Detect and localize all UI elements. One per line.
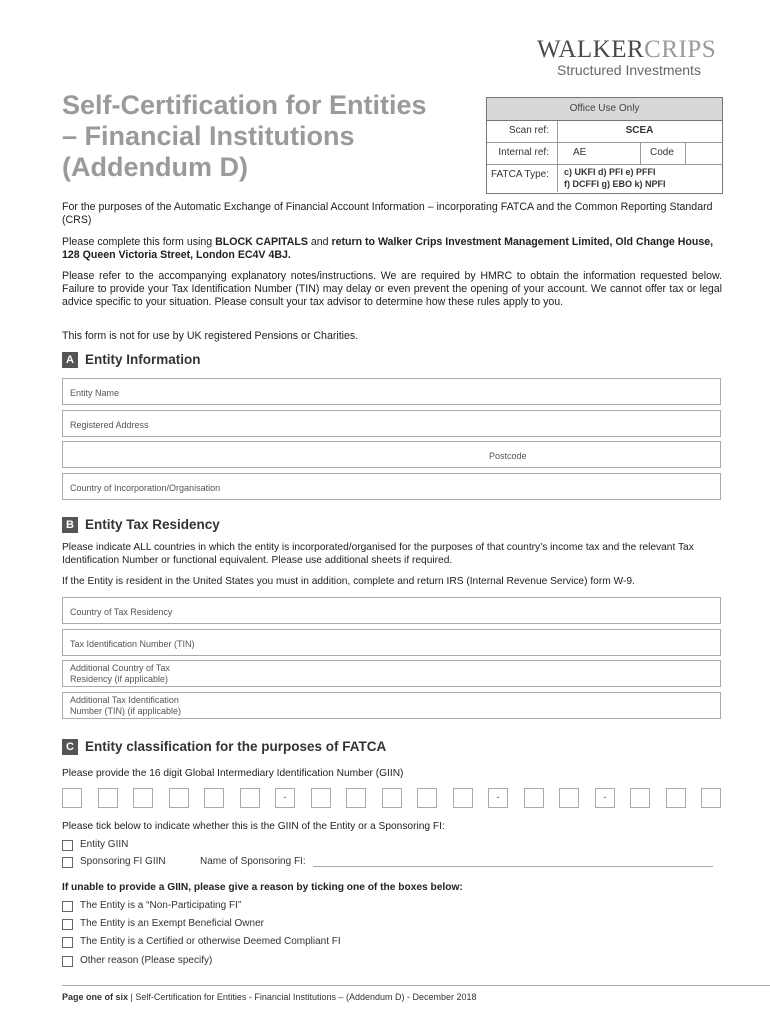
section-c-title: Entity classification for the purposes of FATCA [85, 739, 387, 754]
scan-ref-row [487, 121, 722, 143]
address-postcode-field[interactable] [62, 441, 721, 468]
giin-digit-box[interactable] [524, 788, 544, 808]
giin-digit-box[interactable] [417, 788, 437, 808]
sponsoring-giin-checkbox[interactable] [62, 857, 73, 868]
fatca-options-line-2: f) DCFFI g) EBO k) NPFI [564, 179, 666, 189]
code-label: Code [650, 147, 674, 158]
company-logo [537, 36, 716, 64]
additional-tin-field[interactable] [62, 692, 721, 719]
divider [557, 143, 558, 164]
giin-prompt: Please provide the 16 digit Global Intermediary Identification Number (GIIN) [62, 768, 404, 779]
registered-address-field[interactable] [62, 410, 721, 437]
entity-name-label: Entity Name [70, 388, 120, 398]
entity-name-field[interactable] [62, 378, 721, 405]
registered-address-label: Registered Address [70, 420, 149, 430]
postcode-label: Postcode [489, 451, 527, 461]
sponsoring-giin-label: Sponsoring FI GIIN [80, 856, 166, 867]
country-tax-residency-label: Country of Tax Residency [70, 607, 173, 617]
giin-digit-box[interactable] [701, 788, 721, 808]
reason-checkbox-exempt[interactable] [62, 919, 73, 930]
tick-prompt: Please tick below to indicate whether this is the GIIN of the Entity or a Sponsoring FI: [62, 821, 445, 832]
entity-giin-checkbox[interactable] [62, 840, 73, 851]
section-b-us-note: If the Entity is resident in the United States you must in addition, complete and return IRS (Internal Revenue Service) form W-9. [62, 576, 635, 587]
intro-exclusion: This form is not for use by UK registered Pensions or Charities. [62, 330, 359, 342]
entity-name-input[interactable] [213, 382, 717, 404]
title-line-1: Self-Certification for Entities [62, 90, 427, 120]
intro-block-capitals: BLOCK CAPITALS [215, 236, 308, 248]
tin-input[interactable] [223, 633, 717, 655]
office-use-header: Office Use Only [487, 98, 722, 121]
section-a-badge: A [62, 352, 78, 368]
reason-checkbox-non-participating[interactable] [62, 901, 73, 912]
giin-dash: - [496, 792, 500, 802]
giin-digit-box[interactable] [666, 788, 686, 808]
giin-digit-box[interactable] [559, 788, 579, 808]
giin-separator-box [595, 788, 615, 808]
reason-label-non-participating: The Entity is a “Non-Participating FI” [80, 900, 242, 911]
giin-digit-box[interactable] [311, 788, 331, 808]
giin-digit-box[interactable] [382, 788, 402, 808]
section-b-title: Entity Tax Residency [85, 517, 220, 532]
country-incorporation-input[interactable] [263, 477, 717, 499]
sponsoring-fi-name-label: Name of Sponsoring FI: [200, 856, 306, 867]
additional-tin-label: Additional Tax Identification Number (TIN) (if applicable) [70, 695, 182, 716]
postcode-input[interactable] [535, 445, 719, 467]
intro-instr-pre: Please complete this form using [62, 236, 216, 248]
fatca-type-row [487, 165, 722, 192]
tin-field[interactable] [62, 629, 721, 656]
intro-notes: Please refer to the accompanying explanatory notes/instructions. We are required by HMRC to obtain the information requested below. Failure to provide your Tax Identification Number (TIN) may delay or even prevent the opening of your account. We cannot offer tax or legal advice specific to your situation. Please consult your tax advisor to determine how these rules apply to you. [62, 270, 722, 308]
internal-ref-label: Internal ref: [498, 147, 549, 158]
country-tax-residency-input[interactable] [223, 601, 717, 623]
giin-digit-box[interactable] [453, 788, 473, 808]
divider [640, 143, 641, 164]
additional-country-input[interactable] [223, 664, 717, 686]
address-line-2-input[interactable] [67, 445, 481, 467]
giin-digit-box[interactable] [240, 788, 260, 808]
tin-label: Tax Identification Number (TIN) [70, 639, 195, 649]
scan-ref-label: Scan ref: [508, 125, 549, 136]
giin-dash: - [603, 792, 607, 802]
reason-checkbox-deemed-compliant[interactable] [62, 937, 73, 948]
giin-digit-box[interactable] [169, 788, 189, 808]
giin-digit-box[interactable] [98, 788, 118, 808]
section-b-instructions: Please indicate ALL countries in which the entity is incorporated/organised for the purposes of that country’s income tax and the relevant Tax Identification Number or functional equivalent. Please use additional sheets if required. [62, 542, 694, 566]
intro-instructions [62, 236, 722, 262]
divider [685, 143, 686, 164]
giin-digit-box[interactable] [204, 788, 224, 808]
sponsoring-fi-name-line[interactable] [313, 866, 713, 867]
reason-checkbox-other[interactable] [62, 956, 73, 967]
document-title [62, 90, 462, 183]
giin-digit-box[interactable] [630, 788, 650, 808]
country-incorporation-field[interactable] [62, 473, 721, 500]
giin-separator-box [488, 788, 508, 808]
reason-label-deemed-compliant: The Entity is a Certified or otherwise Deemed Compliant FI [80, 936, 341, 947]
internal-ref-row [487, 143, 722, 165]
giin-digit-box[interactable] [133, 788, 153, 808]
additional-country-field[interactable] [62, 660, 721, 687]
intro-return-address: return to Walker Crips Investment Management Limited, Old Change House, 128 Queen Victoria Street, London EC4V 4BJ. [62, 236, 714, 261]
giin-dash: - [283, 792, 287, 802]
page-footer [62, 992, 477, 1002]
title-line-3: (Addendum D) [62, 152, 248, 182]
giin-digit-box[interactable] [346, 788, 366, 808]
section-c-badge: C [62, 739, 78, 755]
divider [557, 165, 558, 192]
section-a-title: Entity Information [85, 352, 201, 367]
ae-label: AE [573, 147, 587, 158]
footer-separator: | [128, 992, 136, 1002]
section-b-header [62, 517, 220, 533]
footer-page-number: Page one of six [62, 992, 129, 1002]
footer-doc-title: Self-Certification for Entities - Financial Institutions – (Addendum D) - December 2018 [135, 992, 477, 1002]
entity-giin-label: Entity GIIN [80, 839, 129, 850]
section-a-header [62, 352, 201, 368]
logo-part-walker: WALKER [537, 36, 645, 63]
fatca-options-line-1: c) UKFI d) PFI e) PFFI [564, 167, 656, 177]
intro-instr-mid: and [307, 236, 332, 248]
registered-address-input[interactable] [213, 414, 717, 436]
additional-country-label: Additional Country of Tax Residency (if applicable) [70, 663, 170, 684]
intro-purpose: For the purposes of the Automatic Exchange of Financial Account Information – incorporating FATCA and the Common Reporting Standard (CRS) [62, 201, 713, 226]
scan-ref-value: SCEA [625, 125, 654, 136]
footer-divider [62, 985, 770, 986]
giin-digit-box[interactable] [62, 788, 82, 808]
section-b-badge: B [62, 517, 78, 533]
office-use-box [486, 97, 723, 194]
title-line-2: – Financial Institutions [62, 121, 355, 151]
reason-label-exempt: The Entity is an Exempt Beneficial Owner [80, 918, 264, 929]
country-tax-residency-field[interactable] [62, 597, 721, 624]
logo-subtitle: Structured Investments [557, 62, 701, 78]
country-incorporation-label: Country of Incorporation/Organisation [70, 483, 221, 493]
additional-tin-input[interactable] [223, 696, 717, 718]
logo-part-crips: CRIPS [644, 36, 717, 63]
section-c-header [62, 739, 386, 755]
fatca-type-label: FATCA Type: [491, 169, 549, 180]
reason-label-other: Other reason (Please specify) [80, 955, 213, 966]
giin-separator-box [275, 788, 295, 808]
unable-prompt: If unable to provide a GIIN, please give a reason by ticking one of the boxes below: [62, 882, 463, 893]
